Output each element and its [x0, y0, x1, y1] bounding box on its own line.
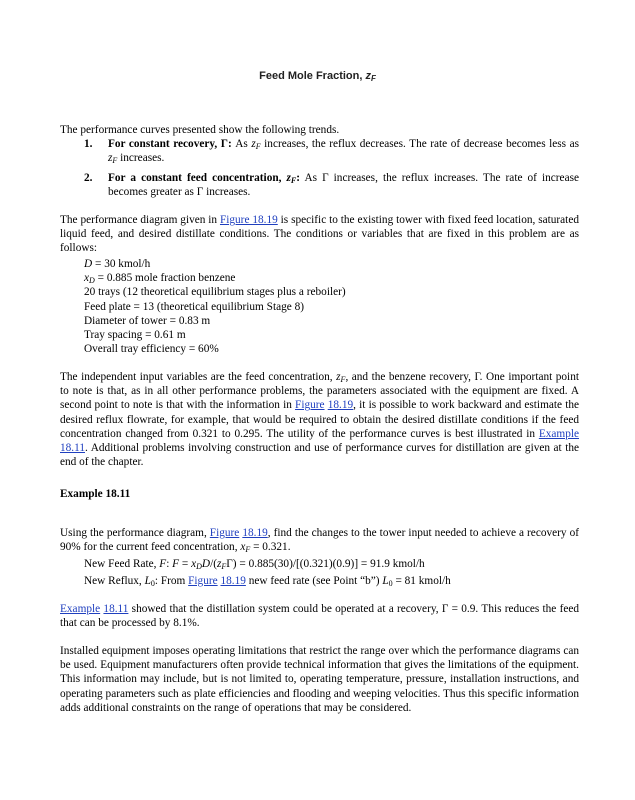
list-item: $x_D = 0.885$ mole fraction benzene	[84, 272, 236, 286]
list-item: D = 30 kmol/h	[84, 258, 151, 270]
list-item: Tray spacing = 0.61 m	[84, 328, 186, 341]
example-link[interactable]: Example	[538, 427, 579, 440]
figure-link[interactable]: Figure	[295, 399, 325, 412]
example-link[interactable]: Example	[60, 603, 101, 615]
figure-link[interactable]: Figure	[209, 527, 240, 539]
figure-link[interactable]: Figure	[188, 575, 218, 587]
caption-variable: z	[365, 70, 371, 82]
example-heading: Example 18.11	[60, 488, 131, 500]
paragraph-example-result: Example 18.11 showed that the distillation system could be operated at a recovery, Γ = 0.9. This reduces the feed that can be processed by 8.1%.	[60, 603, 580, 630]
figure-link[interactable]: 18.19	[220, 575, 246, 587]
caption-text: Feed Mole Fraction,	[259, 70, 366, 82]
figure-caption	[0, 69, 635, 86]
calculation-feed-rate: New Feed Rate, F: $F = x_DD/(z_F\Gamma) = 0.885(30)/[(0.321)(0.9)] = 91.9$ kmol/h	[84, 558, 425, 571]
figure-link[interactable]: 18.19	[327, 399, 354, 412]
paragraph-performance-diagram: The performance diagram given in Figure 18.19 is specific to the existing tower with fixed feed location, saturated liquid feed, and desired distillate conditions. The conditions or variables that are fixed in this problem are as follows:	[60, 214, 579, 255]
figure-link[interactable]: Figure 18.19	[219, 214, 278, 226]
list-item: 20 trays (12 theoretical equilibrium stages plus a reboiler)	[84, 286, 346, 299]
list-item: Overall tray efficiency = 60%	[84, 343, 219, 356]
list-item: Diameter of tower = 0.83 m	[84, 314, 211, 327]
trend-item-1: 1. For constant recovery, Γ: As $z_F$ increases, the reflux decreases. The rate of decrease becomes less as $z_F$ increases.	[84, 138, 580, 166]
list-item: Feed plate = 13 (theoretical equilibrium Stage 8)	[84, 300, 305, 313]
trend-lead: For a constant feed concentration, $z_F$:	[108, 172, 301, 185]
trend-item-2: 2. For a constant feed concentration, $z_F$: As Γ increases, the reflux increases. The rate of increase becomes greater as Γ increases.	[84, 172, 579, 199]
calculation-reflux: New Reflux, $L_0$: From Figure 18.19 new feed rate (see Point “b”) $L_0 = 81$ kmol/h	[84, 575, 451, 588]
figure-link[interactable]: 18.19	[242, 527, 268, 539]
trend-number: 1.	[84, 138, 93, 150]
fixed-variables-list	[84, 257, 579, 356]
trend-number: 2.	[84, 172, 93, 184]
paragraph-installed-equipment: Installed equipment imposes operating limitations that restrict the range over which the performance diagrams can be used. Equipment manufacturers often provide technical information that gives the limitations of the equipment. This information may include, but is not limited to, operating temperature, pressure, installation instructions, and operating parameters such as plate efficiencies and flooding and weeping velocities. Thus this specific information adds additional constraints on the range of operations that may be considered.	[60, 645, 579, 714]
trends-intro: The performance curves presented show the following trends.	[60, 124, 340, 136]
trend-lead: For constant recovery, Γ:	[108, 138, 232, 150]
example-link[interactable]: 18.11	[103, 603, 129, 615]
example-problem: Using the performance diagram, Figure 18.19, find the changes to the tower input needed to achieve a recovery of 90% for the current feed concentration, $x_F = 0.321$.	[60, 527, 579, 555]
paragraph-independent-variables: The independent input variables are the feed concentration, $z_F$, and the benzene recovery, Γ. One important point to note is that, as in all other performance problems, the parameters associated with the equipment are fixed. A second point to note is that with the information in Figure 18.19, it is possible to work backward and estimate the desired reflux flowrate, for example, that would be required to obtain the desired distillate conditions if the feed concentration changed from 0.321 to 0.295. The utility of the performance curves is best illustrated in Example 18.11. Additional problems involving construction and use of performance curves for distillation are given at the end of the chapter.	[60, 371, 579, 469]
example-link[interactable]: 18.11	[60, 442, 85, 455]
caption-subscript: F	[370, 74, 376, 83]
